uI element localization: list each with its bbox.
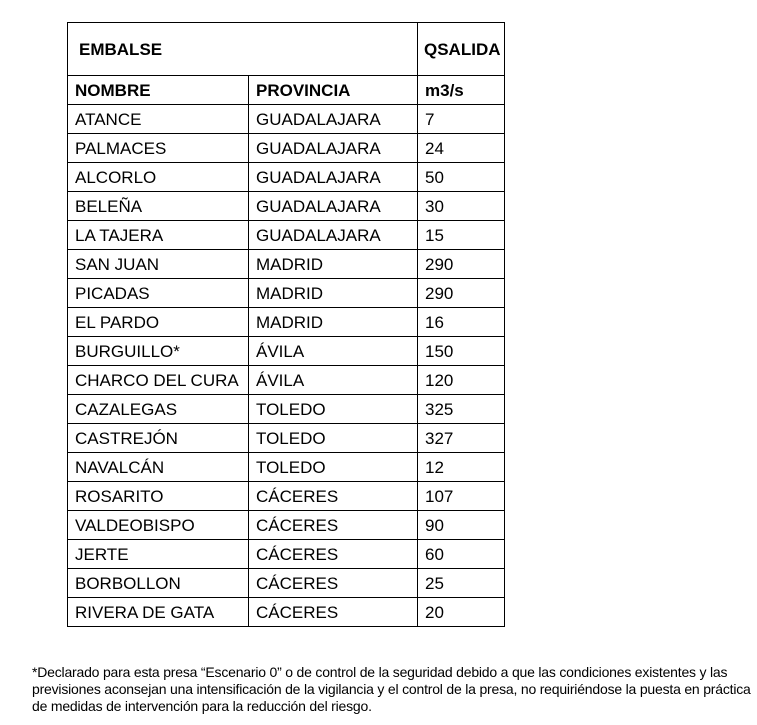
table-row <box>68 105 505 134</box>
table-row <box>68 163 505 192</box>
column-header-units: m3/s <box>418 76 505 105</box>
cell-provincia: ÁVILA <box>249 366 418 395</box>
table-row <box>68 250 505 279</box>
cell-nombre: NAVALCÁN <box>68 453 249 482</box>
table-group-header-row <box>68 23 505 76</box>
table-row <box>68 511 505 540</box>
cell-nombre: ROSARITO <box>68 482 249 511</box>
cell-qsalida: 60 <box>418 540 505 569</box>
cell-provincia: GUADALAJARA <box>249 134 418 163</box>
qsalida-header: QSALIDA <box>418 23 505 76</box>
cell-provincia: MADRID <box>249 279 418 308</box>
cell-nombre: VALDEOBISPO <box>68 511 249 540</box>
cell-provincia: CÁCERES <box>249 511 418 540</box>
cell-qsalida: 50 <box>418 163 505 192</box>
cell-qsalida: 25 <box>418 569 505 598</box>
cell-nombre: LA TAJERA <box>68 221 249 250</box>
table-row <box>68 453 505 482</box>
cell-provincia: TOLEDO <box>249 453 418 482</box>
cell-provincia: MADRID <box>249 308 418 337</box>
cell-qsalida: 290 <box>418 250 505 279</box>
cell-qsalida: 325 <box>418 395 505 424</box>
cell-provincia: GUADALAJARA <box>249 192 418 221</box>
cell-qsalida: 24 <box>418 134 505 163</box>
cell-nombre: JERTE <box>68 540 249 569</box>
reservoir-table-body <box>68 23 505 627</box>
cell-provincia: CÁCERES <box>249 540 418 569</box>
cell-nombre: PALMACES <box>68 134 249 163</box>
cell-provincia: GUADALAJARA <box>249 221 418 250</box>
cell-provincia: MADRID <box>249 250 418 279</box>
cell-provincia: GUADALAJARA <box>249 105 418 134</box>
cell-nombre: CAZALEGAS <box>68 395 249 424</box>
cell-nombre: CHARCO DEL CURA <box>68 366 249 395</box>
cell-qsalida: 120 <box>418 366 505 395</box>
column-header-nombre: NOMBRE <box>68 76 249 105</box>
table-row <box>68 598 505 627</box>
cell-qsalida: 7 <box>418 105 505 134</box>
cell-qsalida: 30 <box>418 192 505 221</box>
cell-qsalida: 107 <box>418 482 505 511</box>
table-row <box>68 221 505 250</box>
table-row <box>68 540 505 569</box>
table-row <box>68 366 505 395</box>
column-header-provincia: PROVINCIA <box>249 76 418 105</box>
cell-qsalida: 290 <box>418 279 505 308</box>
cell-nombre: RIVERA DE GATA <box>68 598 249 627</box>
reservoir-table <box>67 22 505 627</box>
cell-nombre: SAN JUAN <box>68 250 249 279</box>
table-row <box>68 482 505 511</box>
cell-qsalida: 16 <box>418 308 505 337</box>
cell-provincia: TOLEDO <box>249 395 418 424</box>
table-row <box>68 192 505 221</box>
cell-nombre: CASTREJÓN <box>68 424 249 453</box>
cell-provincia: CÁCERES <box>249 598 418 627</box>
embalse-group-header: EMBALSE <box>68 23 418 76</box>
table-row <box>68 308 505 337</box>
cell-nombre: ATANCE <box>68 105 249 134</box>
cell-nombre: PICADAS <box>68 279 249 308</box>
cell-nombre: BORBOLLON <box>68 569 249 598</box>
cell-qsalida: 327 <box>418 424 505 453</box>
cell-provincia: GUADALAJARA <box>249 163 418 192</box>
cell-nombre: ALCORLO <box>68 163 249 192</box>
cell-provincia: ÁVILA <box>249 337 418 366</box>
table-row <box>68 279 505 308</box>
cell-provincia: CÁCERES <box>249 482 418 511</box>
table-row <box>68 134 505 163</box>
table-row <box>68 337 505 366</box>
cell-qsalida: 12 <box>418 453 505 482</box>
cell-nombre: BURGUILLO* <box>68 337 249 366</box>
cell-nombre: BELEÑA <box>68 192 249 221</box>
cell-qsalida: 20 <box>418 598 505 627</box>
table-row <box>68 395 505 424</box>
table-row <box>68 569 505 598</box>
cell-provincia: CÁCERES <box>249 569 418 598</box>
cell-nombre: EL PARDO <box>68 308 249 337</box>
cell-qsalida: 90 <box>418 511 505 540</box>
cell-qsalida: 150 <box>418 337 505 366</box>
cell-provincia: TOLEDO <box>249 424 418 453</box>
table-column-header-row <box>68 76 505 105</box>
cell-qsalida: 15 <box>418 221 505 250</box>
footnote: *Declarado para esta presa “Escenario 0” o de control de la seguridad debido a que las condiciones existentes y las previsiones aconsejan una intensificación de la vigilancia y el control de la presa, no requiriéndose la puesta en práctica de medidas de intervención para la reducción del riesgo. <box>32 664 751 714</box>
table-row <box>68 424 505 453</box>
